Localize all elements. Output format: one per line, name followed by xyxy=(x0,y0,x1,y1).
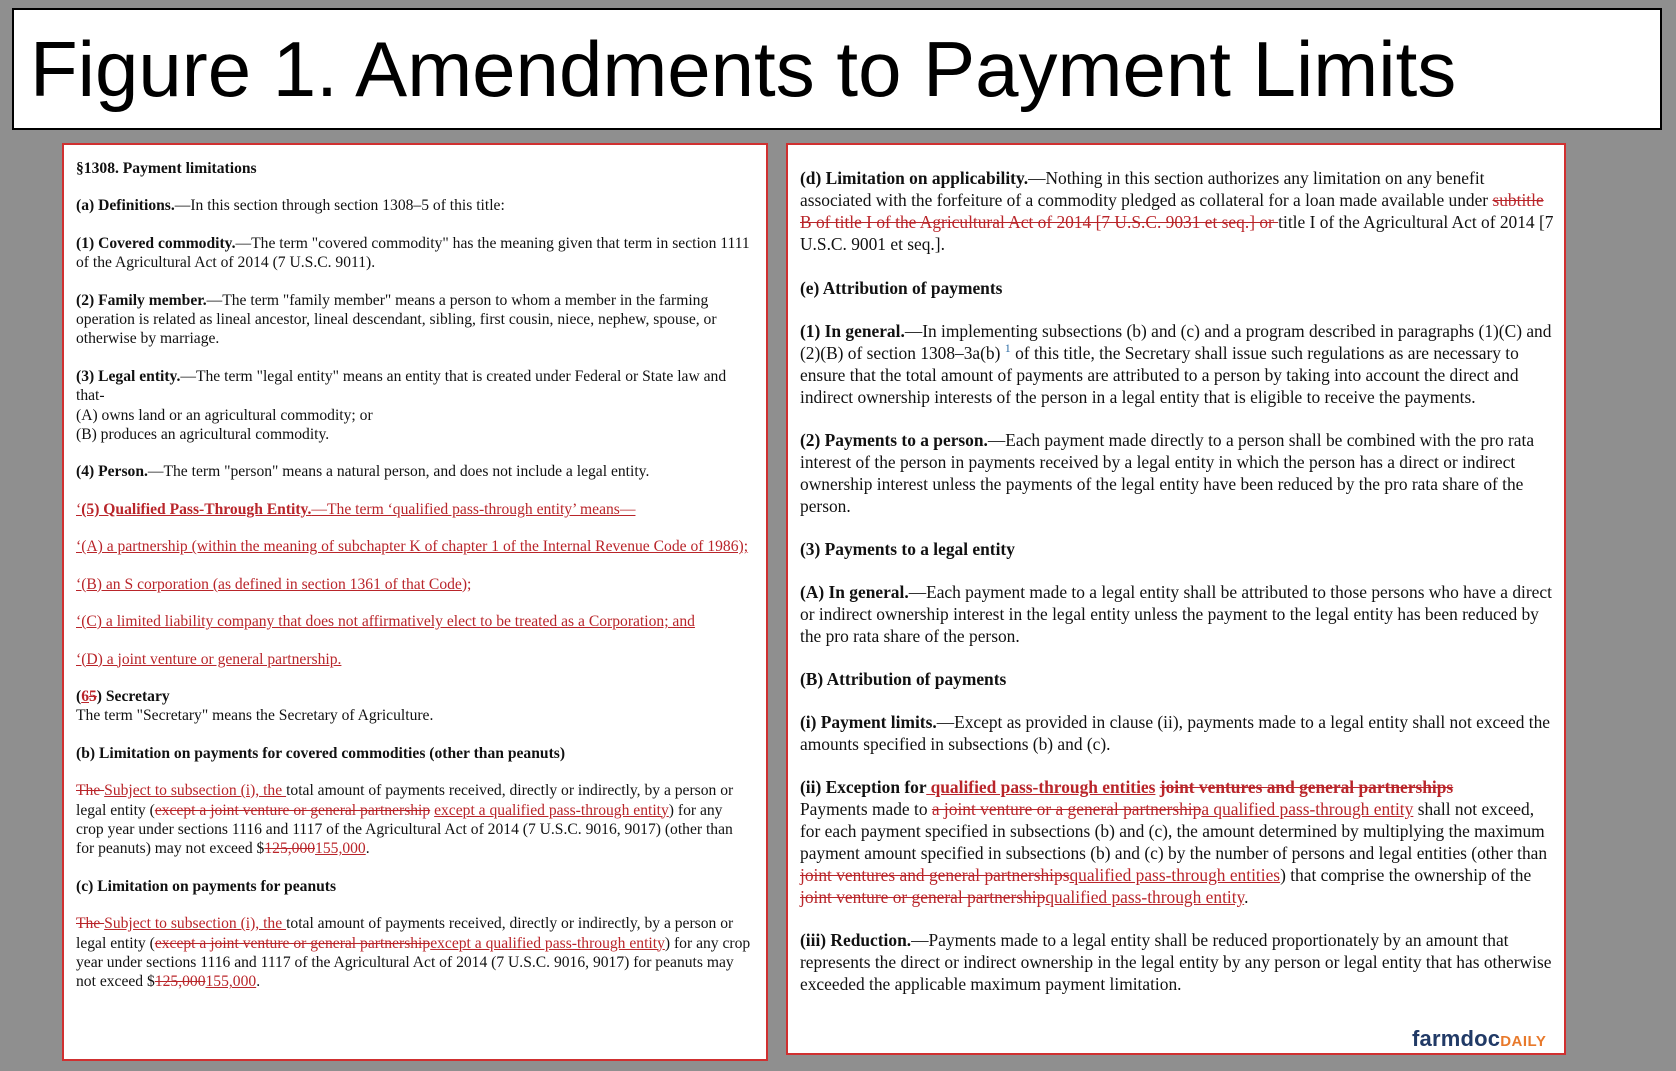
qpte-item-a: ‘(A) a partnership (within the meaning of subchapter K of chapter 1 of the Internal Revenue Code of 1986); xyxy=(76,538,749,556)
subsection-d: (d) Limitation on applicability.—Nothing in this section authorizes any limitation on any benefit associated with the forfeiture of a commodity pledged as collateral for a loan made available under subtitle B of title I of the Agricultural Act of 2014 [7 U.S.C. 9031 et seq.] or title I of the Agricultural Act of 2014 [7 U.S.C. 9001 et seq.]. xyxy=(800,168,1554,254)
clause-iii: (iii) Reduction.—Payments made to a legal entity shall be reduced proportionately by an amount that represents the direct or indirect ownership in the legal entity by any person or legal entity that has otherwise exceeded the applicable maximum payment limitation. xyxy=(800,930,1552,994)
definition-qualified-pass-through-entity: ‘(5) Qualified Pass-Through Entity.—The term ‘qualified pass-through entity’ means— xyxy=(76,500,636,518)
footnote-ref[interactable]: 1 xyxy=(1004,341,1011,356)
qpte-item-b: ‘(B) an S corporation (as defined in section 1361 of that Code); xyxy=(76,575,472,593)
section-heading: §1308. Payment limitations xyxy=(76,160,257,177)
subsection-c-heading: (c) Limitation on payments for peanuts xyxy=(76,877,337,895)
qpte-item-c: ‘(C) a limited liability company that does not affirmatively elect to be treated as a Corporation; and xyxy=(76,613,695,631)
subsection-a: (a) Definitions.—In this section through section 1308–5 of this title: xyxy=(76,197,505,215)
paragraph-e1: (1) In general.—In implementing subsections (b) and (c) and a program described in paragraphs (1)(C) and (2)(B) of section 1308–3a(b) $^1$ of this title, the Secretary shall issue such regulations as are necessary to ensure that the total amount of payments are attributed to a person by taking into account the direct and indirect ownership interests of the person in a legal entity that is eligible to receive the payments. xyxy=(800,321,1552,407)
right-panel xyxy=(786,143,1566,1055)
definition-person: (4) Person.—The term "person" means a natural person, and does not include a legal entity. xyxy=(76,463,650,481)
paragraph-e3b-heading: (B) Attribution of payments xyxy=(800,669,1007,689)
subsection-b-text: The Subject to subsection (i), the total amount of payments received, directly or indirectly, by a person or legal entity (except a joint venture or general partnership except a qualified pass-through entity) for any crop year under sections 1116 and 1117 of the Agricultural Act of 2014 (7 U.S.C. 9016, 9017) (other than for peanuts) may not exceed $125,000155,000. xyxy=(76,782,734,858)
figure-title-box xyxy=(12,8,1662,130)
left-panel xyxy=(62,143,768,1061)
subsection-b-heading: (b) Limitation on payments for covered commodities (other than peanuts) xyxy=(76,744,566,762)
farmdoc-daily-logo: farmdocDAILY xyxy=(1412,1026,1547,1051)
paragraph-e3a: (A) In general.—Each payment made to a legal entity shall be attributed to those persons who have a direct or indirect ownership interest in the legal entity unless the payment to the legal entity has been reduced by the pro rata share of the person. xyxy=(800,582,1552,646)
qpte-item-d: ‘(D) a joint venture or general partnership. xyxy=(76,650,342,668)
clause-ii: (ii) Exception for qualified pass-through entities joint ventures and general partnerships Payments made to a joint venture or a general partnershipa qualified pass-through entity shall not exceed, for each payment specified in subsections (b) and (c), the amount determined by multiplying the maximum payment amount specified in subsections (b) and (c) by the number of persons and legal entities (other than joint ventures and general partnershipsqualified pass-through entities) that comprise the ownership of the joint venture or general partnershipqualified pass-through entity. xyxy=(800,777,1548,907)
clause-i: (i) Payment limits.—Except as provided in clause (ii), payments made to a legal entity shall not exceed the amounts specified in subsections (b) and (c). xyxy=(800,712,1550,754)
paragraph-e3-heading: (3) Payments to a legal entity xyxy=(800,539,1015,559)
subsection-e-heading: (e) Attribution of payments xyxy=(800,278,1003,298)
figure-title: Figure 1. Amendments to Payment Limits xyxy=(30,25,1457,113)
definition-family-member: (2) Family member.—The term "family member" means a person to whom a member in the farming operation is related as lineal ancestor, lineal descendant, sibling, first cousin, niece, nephew, spouse, or otherwise by marriage. xyxy=(76,291,717,348)
subsection-c-text: The Subject to subsection (i), the total amount of payments received, directly or indirectly, by a person or legal entity (except a joint venture or general partnershipexcept a qualified pass-through entity) for any crop year under sections 1116 and 1117 of the Agricultural Act of 2014 (7 U.S.C. 9016, 9017) for peanuts may not exceed $125,000155,000. xyxy=(76,915,751,991)
definition-secretary: (65) Secretary The term "Secretary" means the Secretary of Agriculture. xyxy=(76,687,434,725)
paragraph-e2: (2) Payments to a person.—Each payment made directly to a person shall be combined with the pro rata interest of the person in payments received by a legal entity in which the person has a direct or indirect ownership interest unless the payments of the legal entity have been reduced by the pro rata share of the person. xyxy=(800,430,1535,516)
definition-covered-commodity: (1) Covered commodity.—The term "covered commodity" has the meaning given that term in section 1111 of the Agricultural Act of 2014 (7 U.S.C. 9011). xyxy=(76,234,750,272)
definition-legal-entity: (3) Legal entity.—The term "legal entity" means an entity that is created under Federal or State law and that- (A) owns land or an agricultural commodity; or (B) produces an agricultural commodity. xyxy=(76,367,727,444)
